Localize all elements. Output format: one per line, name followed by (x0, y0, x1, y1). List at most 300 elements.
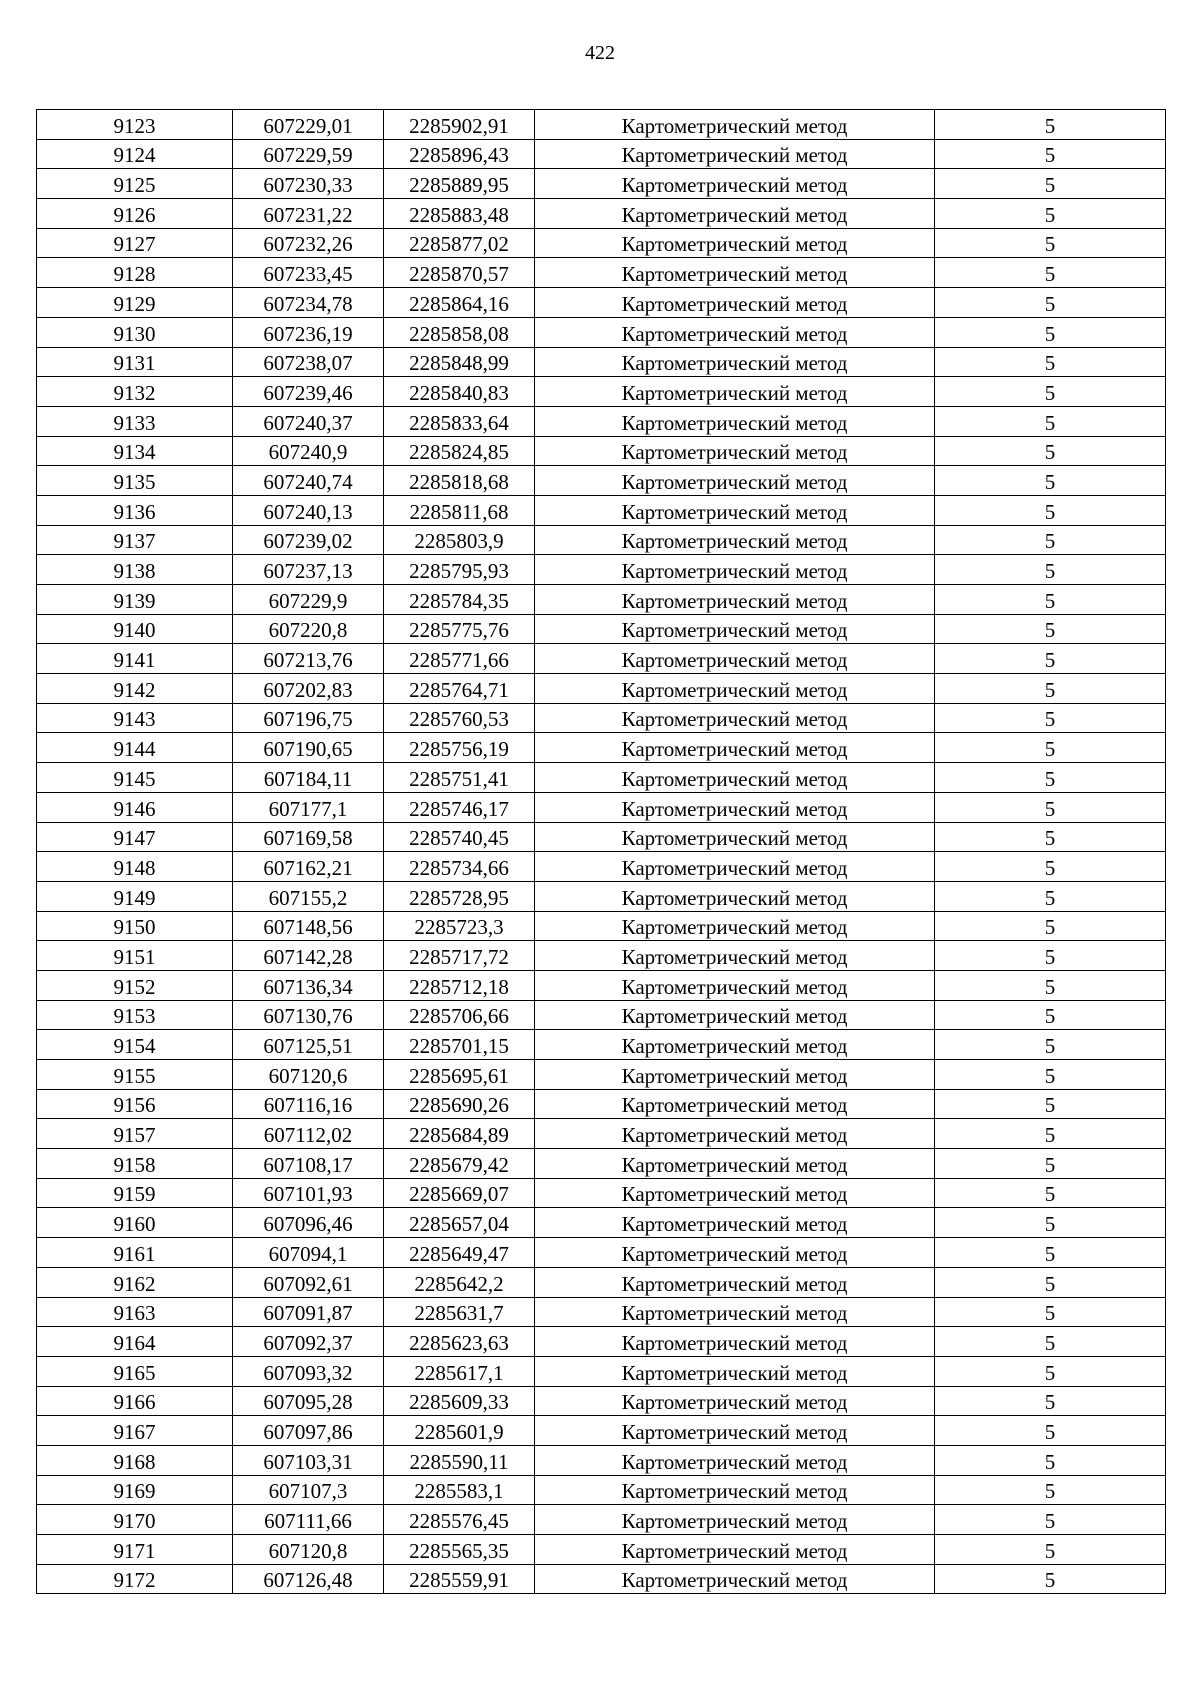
point-number-cell: 9166 (37, 1386, 233, 1416)
y-coordinate-cell: 2285756,19 (384, 733, 535, 763)
accuracy-cell: 5 (935, 288, 1166, 318)
accuracy-cell: 5 (935, 1475, 1166, 1505)
accuracy-cell: 5 (935, 495, 1166, 525)
y-coordinate-cell: 2285642,2 (384, 1267, 535, 1297)
y-coordinate-cell: 2285623,63 (384, 1327, 535, 1357)
x-coordinate-cell: 607103,31 (233, 1445, 384, 1475)
x-coordinate-cell: 607107,3 (233, 1475, 384, 1505)
table-row (37, 169, 1166, 199)
accuracy-cell: 5 (935, 1445, 1166, 1475)
point-number-cell: 9146 (37, 792, 233, 822)
method-cell: Картометрический метод (535, 1149, 935, 1179)
accuracy-cell: 5 (935, 1178, 1166, 1208)
table-row (37, 1149, 1166, 1179)
method-cell: Картометрический метод (535, 881, 935, 911)
x-coordinate-cell: 607240,74 (233, 466, 384, 496)
y-coordinate-cell: 2285864,16 (384, 288, 535, 318)
x-coordinate-cell: 607120,6 (233, 1060, 384, 1090)
table-row (37, 941, 1166, 971)
y-coordinate-cell: 2285559,91 (384, 1564, 535, 1594)
accuracy-cell: 5 (935, 792, 1166, 822)
x-coordinate-cell: 607202,83 (233, 674, 384, 704)
table-row (37, 406, 1166, 436)
table-row (37, 1356, 1166, 1386)
point-number-cell: 9134 (37, 436, 233, 466)
x-coordinate-cell: 607184,11 (233, 763, 384, 793)
y-coordinate-cell: 2285701,15 (384, 1030, 535, 1060)
method-cell: Картометрический метод (535, 941, 935, 971)
method-cell: Картометрический метод (535, 1030, 935, 1060)
accuracy-cell: 5 (935, 139, 1166, 169)
point-number-cell: 9127 (37, 228, 233, 258)
accuracy-cell: 5 (935, 852, 1166, 882)
method-cell: Картометрический метод (535, 1000, 935, 1030)
method-cell: Картометрический метод (535, 139, 935, 169)
x-coordinate-cell: 607097,86 (233, 1416, 384, 1446)
y-coordinate-cell: 2285601,9 (384, 1416, 535, 1446)
table-row (37, 674, 1166, 704)
x-coordinate-cell: 607237,13 (233, 555, 384, 585)
accuracy-cell: 5 (935, 1119, 1166, 1149)
x-coordinate-cell: 607240,9 (233, 436, 384, 466)
coordinates-table-body (37, 110, 1166, 1594)
table-row (37, 1060, 1166, 1090)
x-coordinate-cell: 607148,56 (233, 911, 384, 941)
x-coordinate-cell: 607213,76 (233, 644, 384, 674)
accuracy-cell: 5 (935, 199, 1166, 229)
accuracy-cell: 5 (935, 258, 1166, 288)
y-coordinate-cell: 2285840,83 (384, 377, 535, 407)
table-row (37, 110, 1166, 140)
accuracy-cell: 5 (935, 377, 1166, 407)
method-cell: Картометрический метод (535, 1564, 935, 1594)
point-number-cell: 9129 (37, 288, 233, 318)
method-cell: Картометрический метод (535, 733, 935, 763)
method-cell: Картометрический метод (535, 436, 935, 466)
y-coordinate-cell: 2285751,41 (384, 763, 535, 793)
x-coordinate-cell: 607238,07 (233, 347, 384, 377)
method-cell: Картометрический метод (535, 1356, 935, 1386)
y-coordinate-cell: 2285775,76 (384, 614, 535, 644)
y-coordinate-cell: 2285717,72 (384, 941, 535, 971)
x-coordinate-cell: 607229,9 (233, 585, 384, 615)
table-row (37, 1564, 1166, 1594)
y-coordinate-cell: 2285818,68 (384, 466, 535, 496)
coordinates-table (36, 109, 1166, 1594)
method-cell: Картометрический метод (535, 674, 935, 704)
point-number-cell: 9156 (37, 1089, 233, 1119)
method-cell: Картометрический метод (535, 288, 935, 318)
point-number-cell: 9126 (37, 199, 233, 229)
point-number-cell: 9139 (37, 585, 233, 615)
y-coordinate-cell: 2285858,08 (384, 317, 535, 347)
accuracy-cell: 5 (935, 347, 1166, 377)
x-coordinate-cell: 607142,28 (233, 941, 384, 971)
table-row (37, 644, 1166, 674)
method-cell: Картометрический метод (535, 347, 935, 377)
method-cell: Картометрический метод (535, 1238, 935, 1268)
table-row (37, 792, 1166, 822)
x-coordinate-cell: 607096,46 (233, 1208, 384, 1238)
table-row (37, 525, 1166, 555)
x-coordinate-cell: 607240,37 (233, 406, 384, 436)
y-coordinate-cell: 2285870,57 (384, 258, 535, 288)
x-coordinate-cell: 607233,45 (233, 258, 384, 288)
method-cell: Картометрический метод (535, 1178, 935, 1208)
point-number-cell: 9137 (37, 525, 233, 555)
method-cell: Картометрический метод (535, 406, 935, 436)
x-coordinate-cell: 607111,66 (233, 1505, 384, 1535)
x-coordinate-cell: 607230,33 (233, 169, 384, 199)
table-row (37, 347, 1166, 377)
accuracy-cell: 5 (935, 822, 1166, 852)
y-coordinate-cell: 2285811,68 (384, 495, 535, 525)
table-row (37, 1000, 1166, 1030)
accuracy-cell: 5 (935, 525, 1166, 555)
x-coordinate-cell: 607236,19 (233, 317, 384, 347)
method-cell: Картометрический метод (535, 585, 935, 615)
table-row (37, 555, 1166, 585)
method-cell: Картометрический метод (535, 1089, 935, 1119)
y-coordinate-cell: 2285657,04 (384, 1208, 535, 1238)
method-cell: Картометрический метод (535, 911, 935, 941)
accuracy-cell: 5 (935, 1000, 1166, 1030)
accuracy-cell: 5 (935, 1030, 1166, 1060)
point-number-cell: 9170 (37, 1505, 233, 1535)
method-cell: Картометрический метод (535, 1327, 935, 1357)
accuracy-cell: 5 (935, 555, 1166, 585)
method-cell: Картометрический метод (535, 763, 935, 793)
point-number-cell: 9141 (37, 644, 233, 674)
table-row (37, 1386, 1166, 1416)
table-row (37, 199, 1166, 229)
point-number-cell: 9163 (37, 1297, 233, 1327)
table-row (37, 317, 1166, 347)
y-coordinate-cell: 2285889,95 (384, 169, 535, 199)
point-number-cell: 9152 (37, 970, 233, 1000)
y-coordinate-cell: 2285669,07 (384, 1178, 535, 1208)
method-cell: Картометрический метод (535, 466, 935, 496)
method-cell: Картометрический метод (535, 555, 935, 585)
point-number-cell: 9140 (37, 614, 233, 644)
accuracy-cell: 5 (935, 228, 1166, 258)
table-row (37, 495, 1166, 525)
point-number-cell: 9153 (37, 1000, 233, 1030)
x-coordinate-cell: 607136,34 (233, 970, 384, 1000)
page-number: 422 (585, 42, 615, 64)
accuracy-cell: 5 (935, 911, 1166, 941)
table-row (37, 881, 1166, 911)
accuracy-cell: 5 (935, 614, 1166, 644)
table-row (37, 763, 1166, 793)
point-number-cell: 9149 (37, 881, 233, 911)
accuracy-cell: 5 (935, 466, 1166, 496)
point-number-cell: 9131 (37, 347, 233, 377)
x-coordinate-cell: 607190,65 (233, 733, 384, 763)
point-number-cell: 9124 (37, 139, 233, 169)
table-row (37, 1238, 1166, 1268)
y-coordinate-cell: 2285824,85 (384, 436, 535, 466)
x-coordinate-cell: 607162,21 (233, 852, 384, 882)
table-row (37, 466, 1166, 496)
y-coordinate-cell: 2285609,33 (384, 1386, 535, 1416)
y-coordinate-cell: 2285728,95 (384, 881, 535, 911)
method-cell: Картометрический метод (535, 970, 935, 1000)
y-coordinate-cell: 2285740,45 (384, 822, 535, 852)
method-cell: Картометрический метод (535, 1208, 935, 1238)
table-row (37, 852, 1166, 882)
y-coordinate-cell: 2285631,7 (384, 1297, 535, 1327)
x-coordinate-cell: 607229,59 (233, 139, 384, 169)
method-cell: Картометрический метод (535, 495, 935, 525)
y-coordinate-cell: 2285760,53 (384, 703, 535, 733)
x-coordinate-cell: 607240,13 (233, 495, 384, 525)
method-cell: Картометрический метод (535, 822, 935, 852)
x-coordinate-cell: 607177,1 (233, 792, 384, 822)
accuracy-cell: 5 (935, 1564, 1166, 1594)
y-coordinate-cell: 2285617,1 (384, 1356, 535, 1386)
point-number-cell: 9145 (37, 763, 233, 793)
y-coordinate-cell: 2285771,66 (384, 644, 535, 674)
table-row (37, 822, 1166, 852)
point-number-cell: 9171 (37, 1535, 233, 1565)
method-cell: Картометрический метод (535, 1060, 935, 1090)
accuracy-cell: 5 (935, 1267, 1166, 1297)
method-cell: Картометрический метод (535, 644, 935, 674)
y-coordinate-cell: 2285896,43 (384, 139, 535, 169)
table-row (37, 258, 1166, 288)
y-coordinate-cell: 2285883,48 (384, 199, 535, 229)
x-coordinate-cell: 607169,58 (233, 822, 384, 852)
accuracy-cell: 5 (935, 1060, 1166, 1090)
table-row (37, 1267, 1166, 1297)
accuracy-cell: 5 (935, 110, 1166, 140)
x-coordinate-cell: 607234,78 (233, 288, 384, 318)
x-coordinate-cell: 607130,76 (233, 1000, 384, 1030)
y-coordinate-cell: 2285723,3 (384, 911, 535, 941)
table-row (37, 614, 1166, 644)
table-row (37, 733, 1166, 763)
point-number-cell: 9154 (37, 1030, 233, 1060)
point-number-cell: 9128 (37, 258, 233, 288)
point-number-cell: 9158 (37, 1149, 233, 1179)
table-row (37, 1475, 1166, 1505)
y-coordinate-cell: 2285803,9 (384, 525, 535, 555)
point-number-cell: 9142 (37, 674, 233, 704)
table-row (37, 1178, 1166, 1208)
y-coordinate-cell: 2285583,1 (384, 1475, 535, 1505)
accuracy-cell: 5 (935, 1386, 1166, 1416)
point-number-cell: 9165 (37, 1356, 233, 1386)
y-coordinate-cell: 2285795,93 (384, 555, 535, 585)
table-row (37, 228, 1166, 258)
accuracy-cell: 5 (935, 1297, 1166, 1327)
table-row (37, 436, 1166, 466)
x-coordinate-cell: 607220,8 (233, 614, 384, 644)
accuracy-cell: 5 (935, 1505, 1166, 1535)
point-number-cell: 9172 (37, 1564, 233, 1594)
method-cell: Картометрический метод (535, 1416, 935, 1446)
point-number-cell: 9147 (37, 822, 233, 852)
y-coordinate-cell: 2285695,61 (384, 1060, 535, 1090)
table-row (37, 1089, 1166, 1119)
point-number-cell: 9151 (37, 941, 233, 971)
table-row (37, 288, 1166, 318)
accuracy-cell: 5 (935, 703, 1166, 733)
y-coordinate-cell: 2285877,02 (384, 228, 535, 258)
y-coordinate-cell: 2285590,11 (384, 1445, 535, 1475)
point-number-cell: 9157 (37, 1119, 233, 1149)
x-coordinate-cell: 607092,61 (233, 1267, 384, 1297)
point-number-cell: 9133 (37, 406, 233, 436)
accuracy-cell: 5 (935, 1149, 1166, 1179)
accuracy-cell: 5 (935, 881, 1166, 911)
y-coordinate-cell: 2285679,42 (384, 1149, 535, 1179)
method-cell: Картометрический метод (535, 792, 935, 822)
accuracy-cell: 5 (935, 1535, 1166, 1565)
y-coordinate-cell: 2285784,35 (384, 585, 535, 615)
y-coordinate-cell: 2285833,64 (384, 406, 535, 436)
point-number-cell: 9164 (37, 1327, 233, 1357)
point-number-cell: 9144 (37, 733, 233, 763)
x-coordinate-cell: 607196,75 (233, 703, 384, 733)
method-cell: Картометрический метод (535, 1267, 935, 1297)
accuracy-cell: 5 (935, 436, 1166, 466)
y-coordinate-cell: 2285706,66 (384, 1000, 535, 1030)
x-coordinate-cell: 607091,87 (233, 1297, 384, 1327)
table-row (37, 1208, 1166, 1238)
method-cell: Картометрический метод (535, 228, 935, 258)
x-coordinate-cell: 607126,48 (233, 1564, 384, 1594)
point-number-cell: 9148 (37, 852, 233, 882)
method-cell: Картометрический метод (535, 1505, 935, 1535)
x-coordinate-cell: 607108,17 (233, 1149, 384, 1179)
x-coordinate-cell: 607229,01 (233, 110, 384, 140)
accuracy-cell: 5 (935, 733, 1166, 763)
y-coordinate-cell: 2285746,17 (384, 792, 535, 822)
point-number-cell: 9132 (37, 377, 233, 407)
table-row (37, 1297, 1166, 1327)
y-coordinate-cell: 2285734,66 (384, 852, 535, 882)
point-number-cell: 9155 (37, 1060, 233, 1090)
method-cell: Картометрический метод (535, 525, 935, 555)
method-cell: Картометрический метод (535, 614, 935, 644)
accuracy-cell: 5 (935, 585, 1166, 615)
accuracy-cell: 5 (935, 674, 1166, 704)
method-cell: Картометрический метод (535, 1297, 935, 1327)
x-coordinate-cell: 607095,28 (233, 1386, 384, 1416)
table-row (37, 1327, 1166, 1357)
accuracy-cell: 5 (935, 1208, 1166, 1238)
method-cell: Картометрический метод (535, 703, 935, 733)
accuracy-cell: 5 (935, 406, 1166, 436)
method-cell: Картометрический метод (535, 1386, 935, 1416)
x-coordinate-cell: 607231,22 (233, 199, 384, 229)
accuracy-cell: 5 (935, 644, 1166, 674)
point-number-cell: 9160 (37, 1208, 233, 1238)
x-coordinate-cell: 607239,46 (233, 377, 384, 407)
point-number-cell: 9162 (37, 1267, 233, 1297)
x-coordinate-cell: 607116,16 (233, 1089, 384, 1119)
table-row (37, 703, 1166, 733)
table-row (37, 1505, 1166, 1535)
point-number-cell: 9136 (37, 495, 233, 525)
y-coordinate-cell: 2285576,45 (384, 1505, 535, 1535)
method-cell: Картометрический метод (535, 317, 935, 347)
y-coordinate-cell: 2285565,35 (384, 1535, 535, 1565)
accuracy-cell: 5 (935, 941, 1166, 971)
point-number-cell: 9169 (37, 1475, 233, 1505)
method-cell: Картометрический метод (535, 1475, 935, 1505)
method-cell: Картометрический метод (535, 377, 935, 407)
point-number-cell: 9150 (37, 911, 233, 941)
method-cell: Картометрический метод (535, 1119, 935, 1149)
method-cell: Картометрический метод (535, 110, 935, 140)
point-number-cell: 9138 (37, 555, 233, 585)
x-coordinate-cell: 607093,32 (233, 1356, 384, 1386)
table-row (37, 377, 1166, 407)
x-coordinate-cell: 607125,51 (233, 1030, 384, 1060)
point-number-cell: 9135 (37, 466, 233, 496)
x-coordinate-cell: 607232,26 (233, 228, 384, 258)
y-coordinate-cell: 2285902,91 (384, 110, 535, 140)
y-coordinate-cell: 2285690,26 (384, 1089, 535, 1119)
x-coordinate-cell: 607120,8 (233, 1535, 384, 1565)
y-coordinate-cell: 2285848,99 (384, 347, 535, 377)
table-row (37, 911, 1166, 941)
point-number-cell: 9143 (37, 703, 233, 733)
method-cell: Картометрический метод (535, 258, 935, 288)
method-cell: Картометрический метод (535, 1535, 935, 1565)
accuracy-cell: 5 (935, 1238, 1166, 1268)
accuracy-cell: 5 (935, 1089, 1166, 1119)
accuracy-cell: 5 (935, 169, 1166, 199)
accuracy-cell: 5 (935, 1356, 1166, 1386)
point-number-cell: 9125 (37, 169, 233, 199)
point-number-cell: 9168 (37, 1445, 233, 1475)
point-number-cell: 9161 (37, 1238, 233, 1268)
table-row (37, 1535, 1166, 1565)
method-cell: Картометрический метод (535, 852, 935, 882)
point-number-cell: 9123 (37, 110, 233, 140)
x-coordinate-cell: 607101,93 (233, 1178, 384, 1208)
x-coordinate-cell: 607092,37 (233, 1327, 384, 1357)
table-row (37, 1119, 1166, 1149)
y-coordinate-cell: 2285712,18 (384, 970, 535, 1000)
accuracy-cell: 5 (935, 763, 1166, 793)
accuracy-cell: 5 (935, 1327, 1166, 1357)
accuracy-cell: 5 (935, 1416, 1166, 1446)
y-coordinate-cell: 2285649,47 (384, 1238, 535, 1268)
x-coordinate-cell: 607112,02 (233, 1119, 384, 1149)
accuracy-cell: 5 (935, 970, 1166, 1000)
method-cell: Картометрический метод (535, 199, 935, 229)
table-row (37, 970, 1166, 1000)
table-row (37, 139, 1166, 169)
point-number-cell: 9159 (37, 1178, 233, 1208)
point-number-cell: 9130 (37, 317, 233, 347)
y-coordinate-cell: 2285764,71 (384, 674, 535, 704)
table-row (37, 585, 1166, 615)
method-cell: Картометрический метод (535, 1445, 935, 1475)
x-coordinate-cell: 607155,2 (233, 881, 384, 911)
x-coordinate-cell: 607094,1 (233, 1238, 384, 1268)
table-row (37, 1416, 1166, 1446)
x-coordinate-cell: 607239,02 (233, 525, 384, 555)
method-cell: Картометрический метод (535, 169, 935, 199)
table-row (37, 1030, 1166, 1060)
point-number-cell: 9167 (37, 1416, 233, 1446)
